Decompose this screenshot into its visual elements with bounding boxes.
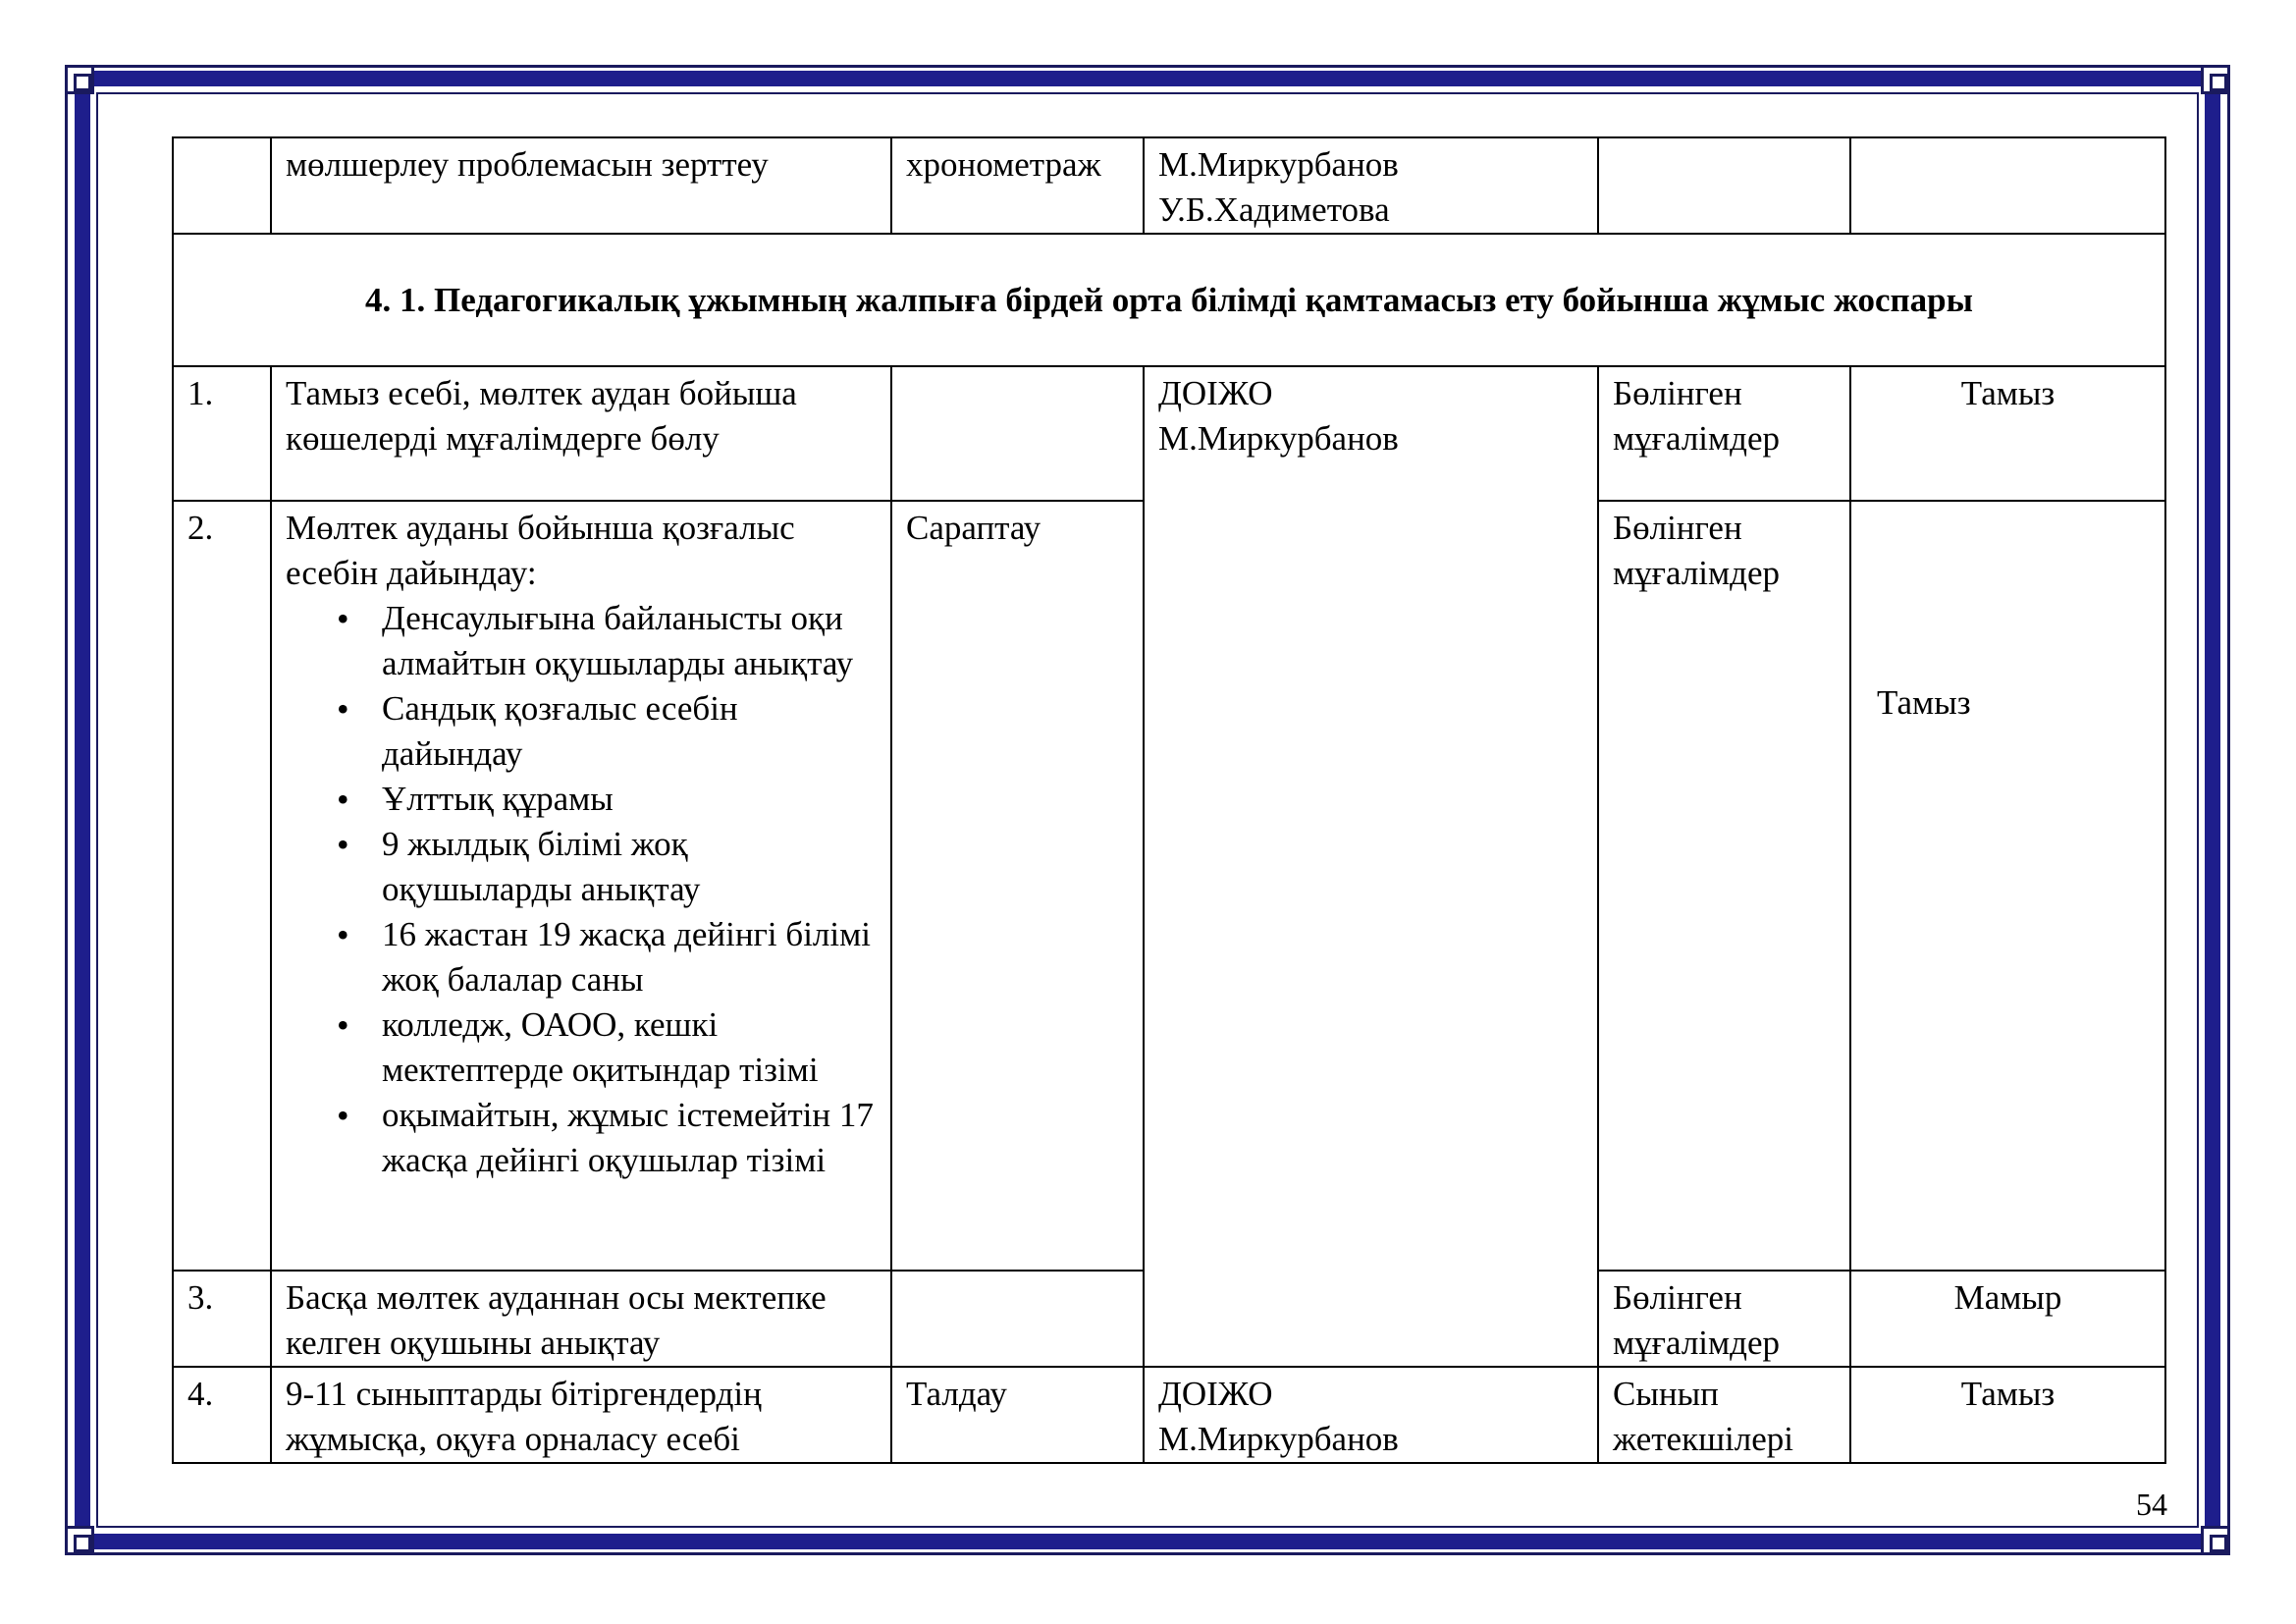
table-row [173, 1367, 2165, 1463]
method-cell: хронометраж [891, 137, 1144, 234]
border-corner-ornament [65, 65, 94, 94]
list-item: • 9 жылдық білімі жоқ оқушыларды анықтау [337, 822, 877, 912]
list-item: • колледж, ОАОО, кешкі мектептерде оқитындар тізімі [337, 1002, 877, 1093]
list-item: • Ұлттық құрамы [337, 777, 877, 822]
list-item: • оқымайтын, жұмыс істемейтін 17 жасқа дейінгі оқушылар тізімі [337, 1093, 877, 1183]
row-number-cell [173, 137, 271, 234]
month-cell: Тамыз [1850, 501, 2165, 1271]
section-title: 4. 1. Педагогикалық ұжымның жалпыға бірдей орта білімді қамтамасыз ету бойынша жұмыс жоспары [173, 234, 2165, 366]
border-corner-ornament [2201, 1526, 2230, 1555]
work-plan-table [172, 136, 2166, 1464]
responsible-cell: ДОІЖО М.Миркурбанов [1144, 1367, 1598, 1463]
method-cell [891, 1271, 1144, 1367]
description-cell: Басқа мөлтек ауданнан осы мектепке келген оқушыны анықтау [271, 1271, 891, 1367]
responsible-cell: ДОІЖО М.Миркурбанов [1144, 366, 1598, 1367]
row-number-cell: 2. [173, 501, 271, 1271]
table-row [173, 137, 2165, 234]
table-row [173, 366, 2165, 501]
row-number-cell: 4. [173, 1367, 271, 1463]
border-corner-ornament [65, 1526, 94, 1555]
month-cell: Мамыр [1850, 1271, 2165, 1367]
executor-cell: Бөлінген мұғалімдер [1598, 1271, 1850, 1367]
month-cell: Тамыз [1850, 366, 2165, 501]
border-corner-ornament [2201, 65, 2230, 94]
method-cell [891, 366, 1144, 501]
page-number: 54 [2136, 1487, 2167, 1522]
row-number-cell: 1. [173, 366, 271, 501]
executor-cell [1598, 137, 1850, 234]
method-cell: Сараптау [891, 501, 1144, 1271]
responsible-cell: М.Миркурбанов У.Б.Хадиметова [1144, 137, 1598, 234]
description-cell: мөлшерлеу проблемасын зерттеу [271, 137, 891, 234]
month-cell: Тамыз [1850, 1367, 2165, 1463]
list-item: • 16 жастан 19 жасқа дейінгі білімі жоқ балалар саны [337, 912, 877, 1002]
method-cell: Талдау [891, 1367, 1144, 1463]
description-cell [271, 501, 891, 1271]
section-heading-row [173, 234, 2165, 366]
row-number-cell: 3. [173, 1271, 271, 1367]
executor-cell: Сынып жетекшілері [1598, 1367, 1850, 1463]
description-cell: 9-11 сыныптарды бітіргендердің жұмысқа, оқуға орналасу есебі [271, 1367, 891, 1463]
list-item: • Денсаулығына байланысты оқи алмайтын оқушыларды анықтау [337, 596, 877, 686]
month-cell [1850, 137, 2165, 234]
executor-cell: Бөлінген мұғалімдер [1598, 501, 1850, 1271]
list-item: • Сандық қозғалыс есебін дайындау [337, 686, 877, 777]
bullet-list [286, 596, 877, 1183]
description-intro: Мөлтек ауданы бойынша қозғалыс есебін дайындау: [286, 509, 795, 592]
executor-cell: Бөлінген мұғалімдер [1598, 366, 1850, 501]
description-cell: Тамыз есебі, мөлтек аудан бойыша көшелерді мұғалімдерге бөлу [271, 366, 891, 501]
